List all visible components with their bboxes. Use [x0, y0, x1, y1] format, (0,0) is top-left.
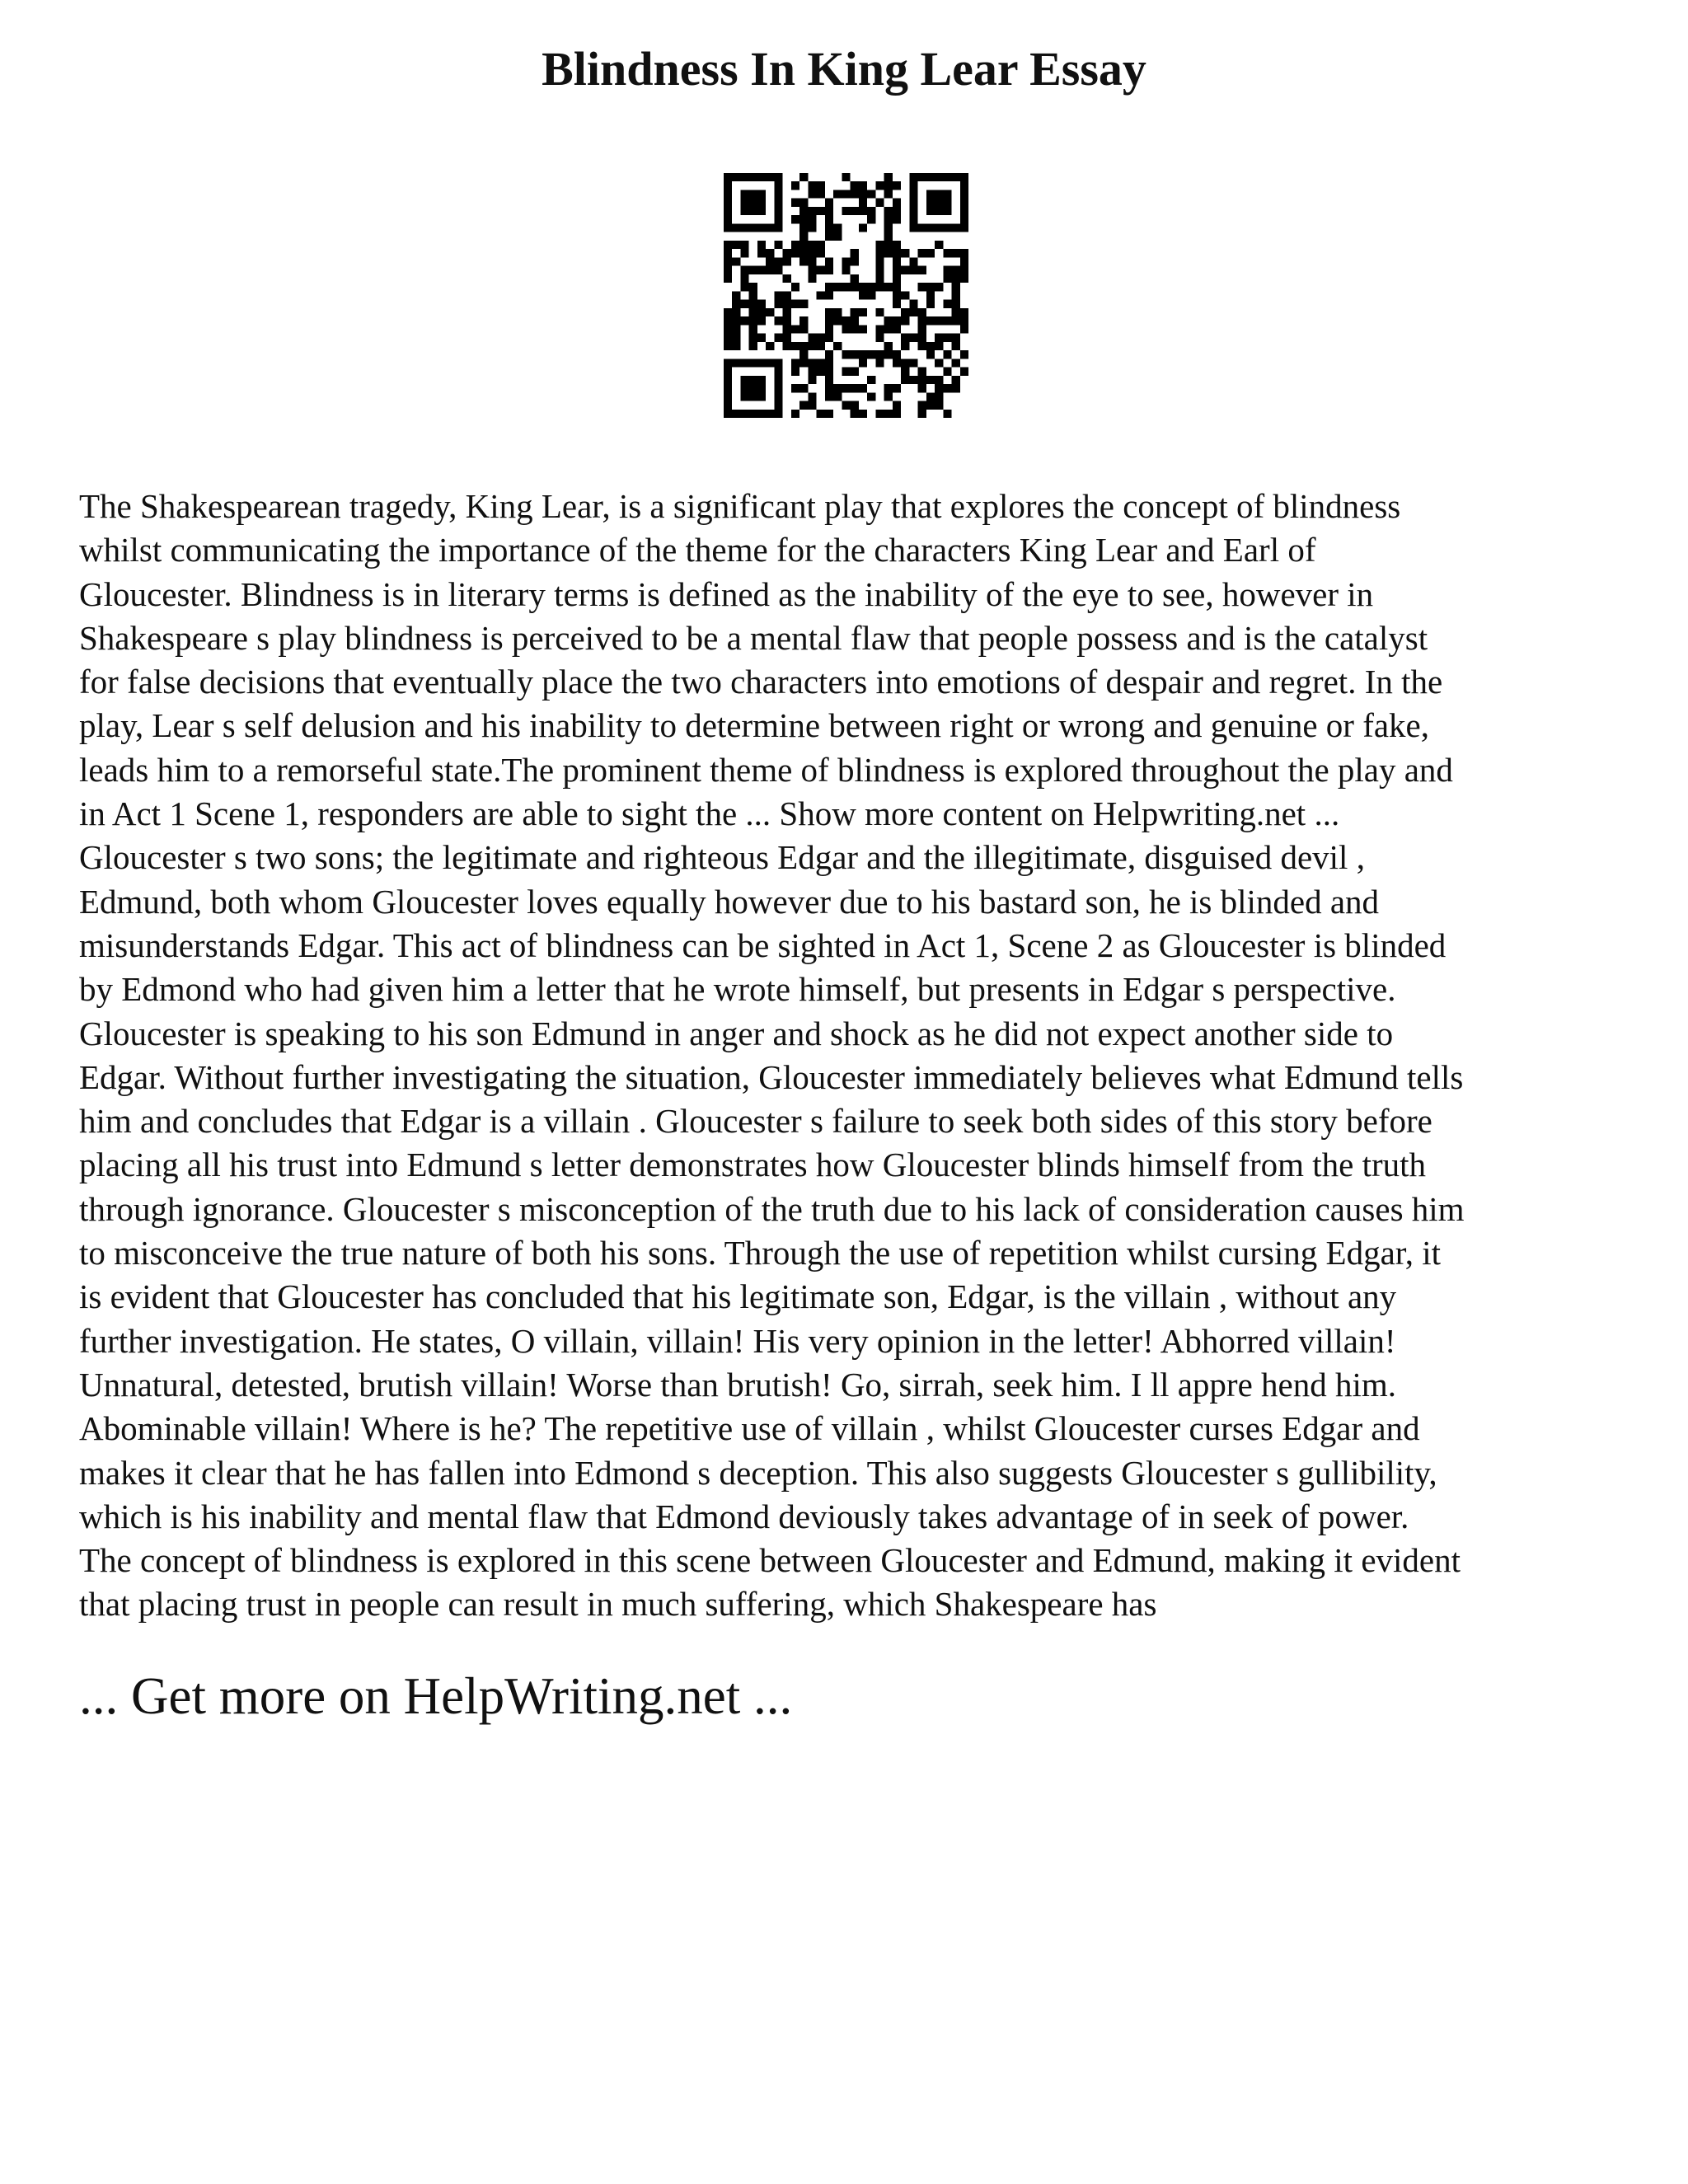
body-line: misunderstands Edgar. This act of blindness can be sighted in Act 1, Scene 2 as Gloucester is blinded	[79, 926, 1447, 964]
body-line: Edgar. Without further investigating the situation, Gloucester immediately believes what Edmund tells	[79, 1057, 1464, 1096]
body-line: Abominable villain! Where is he? The repetitive use of villain , whilst Gloucester curses Edgar and	[79, 1409, 1420, 1448]
body-line: leads him to a remorseful state.The prominent theme of blindness is explored throughout the play and	[79, 750, 1453, 789]
qr-code[interactable]	[724, 173, 968, 418]
body-line: is evident that Gloucester has concluded that his legitimate son, Edgar, is the villain , without any	[79, 1277, 1397, 1316]
body-line: for false decisions that eventually place the two characters into emotions of despair and regret. In the	[79, 663, 1443, 701]
body-line: The concept of blindness is explored in this scene between Gloucester and Edmund, making it evident	[79, 1541, 1461, 1580]
get-more-link[interactable]: ... Get more on HelpWriting.net ...	[79, 1667, 793, 1725]
body-line: in Act 1 Scene 1, responders are able to sight the ... Show more content on Helpwriting.net ...	[79, 794, 1340, 833]
body-line: whilst communicating the importance of the theme for the characters King Lear and Earl of	[79, 531, 1316, 569]
page-title: Blindness In King Lear Essay	[542, 42, 1146, 96]
body-line: to misconceive the true nature of both his sons. Through the use of repetition whilst cursing Edgar, it	[79, 1234, 1442, 1272]
body-line: Shakespeare s play blindness is perceived to be a mental flaw that people possess and is the catalyst	[79, 618, 1428, 657]
body-line: further investigation. He states, O villain, villain! His very opinion in the letter! Abhorred villain!	[79, 1321, 1396, 1360]
body-line: through ignorance. Gloucester s misconception of the truth due to his lack of consideration causes him	[79, 1189, 1465, 1228]
qr-code-graphic	[724, 173, 968, 418]
body-line: that placing trust in people can result in much suffering, which Shakespeare has	[79, 1585, 1157, 1624]
body-line: Gloucester s two sons; the legitimate and righteous Edgar and the illegitimate, disguised devil ,	[79, 838, 1365, 877]
body-line: placing all his trust into Edmund s letter demonstrates how Gloucester blinds himself from the truth	[79, 1146, 1427, 1184]
body-line: him and concludes that Edgar is a villain . Gloucester s failure to seek both sides of this story before	[79, 1102, 1432, 1141]
body-line: makes it clear that he has fallen into Edmond s deception. This also suggests Gloucester s gullibility,	[79, 1453, 1437, 1492]
body-line: which is his inability and mental flaw that Edmond deviously takes advantage of in seek of power.	[79, 1497, 1409, 1535]
body-line: Edmund, both whom Gloucester loves equally however due to his bastard son, he is blinded and	[79, 882, 1380, 921]
body-line: The Shakespearean tragedy, King Lear, is a significant play that explores the concept of blindness	[79, 487, 1401, 525]
body-line: Gloucester is speaking to his son Edmund in anger and shock as he did not expect another side to	[79, 1014, 1394, 1052]
body-line: play, Lear s self delusion and his inability to determine between right or wrong and genuine or fake,	[79, 706, 1429, 745]
body-line: by Edmond who had given him a letter that he wrote himself, but presents in Edgar s perspective.	[79, 970, 1396, 1009]
body-line: Gloucester. Blindness is in literary terms is defined as the inability of the eye to see, however in	[79, 574, 1374, 613]
body-line: Unnatural, detested, brutish villain! Worse than brutish! Go, sirrah, seek him. I ll appre hend him.	[79, 1365, 1396, 1404]
essay-body	[79, 485, 1629, 1627]
